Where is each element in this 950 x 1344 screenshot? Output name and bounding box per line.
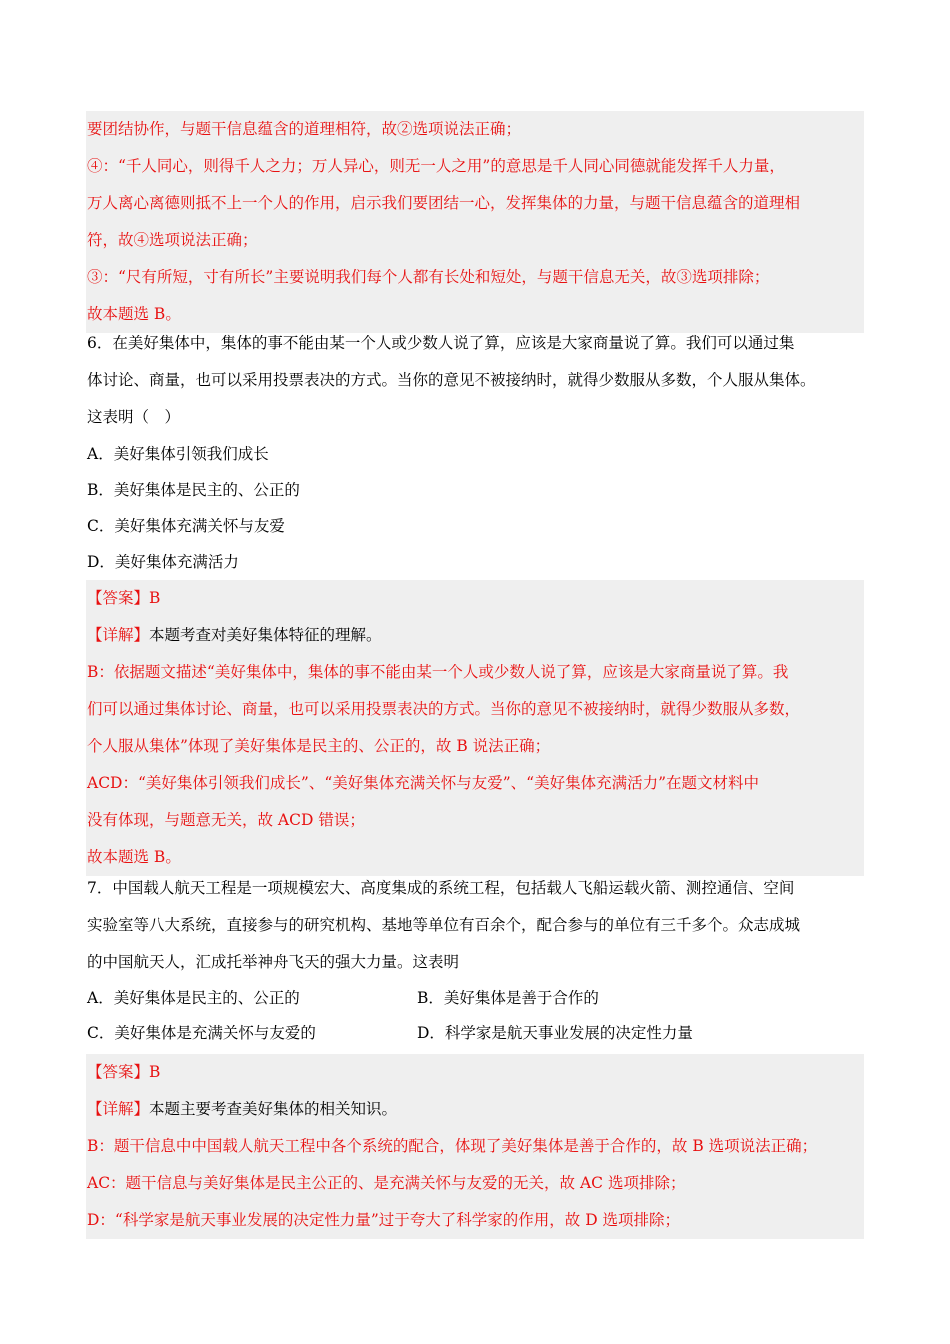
analysis-line: B：题干信息中中国载人航天工程中各个系统的配合，体现了美好集体是善于合作的，故 B 选项说法正确； [87, 1137, 818, 1155]
detail-text: 本题主要考查美好集体的相关知识。 [149, 1100, 398, 1118]
analysis-line: 们可以通过集体讨论、商量，也可以采用投票表决的方式。当你的意见不被接纳时，就得少数服从多数， [87, 700, 801, 718]
answer-value: B [149, 1063, 161, 1081]
answer-line [86, 1054, 864, 1091]
question-stem-line: 实验室等八大系统，直接参与的研究机构、基地等单位有百余个，配合参与的单位有三千多个。众志成城 [87, 916, 801, 934]
question-stem-line: 体讨论、商量，也可以采用投票表决的方式。当你的意见不被接纳时，就得少数服从多数，个人服从集体。 [87, 371, 816, 389]
question-7 [86, 870, 864, 1051]
detail-line [86, 617, 864, 654]
question-7-answer-block [86, 1054, 864, 1239]
option-b: B．美好集体是善于合作的 [417, 989, 599, 1007]
analysis-line: 没有体现，与题意无关，故 ACD 错误； [87, 811, 365, 829]
question-stem-line: 的中国航天人，汇成托举神舟飞天的强大力量。这表明 [87, 953, 460, 971]
detail-tag: 【详解】 [87, 1100, 150, 1118]
question-stem-line: 这表明（ ） [87, 408, 181, 426]
previous-analysis-block [86, 111, 864, 333]
analysis-line: 故本题选 B。 [87, 848, 181, 866]
analysis-line: D：“科学家是航天事业发展的决定性力量”过于夸大了科学家的作用，故 D 选项排除； [87, 1211, 681, 1229]
answer-value: B [149, 589, 161, 607]
option-d: D．美好集体充满活力 [87, 553, 239, 571]
answer-line [86, 580, 864, 617]
option-d: D．科学家是航天事业发展的决定性力量 [417, 1024, 693, 1042]
analysis-line: AC：题干信息与美好集体是民主公正的、是充满关怀与友爱的无关，故 AC 选项排除； [87, 1174, 686, 1192]
option-a: A．美好集体是民主的、公正的 [87, 989, 300, 1007]
question-stem-line: 7．中国载人航天工程是一项规模宏大、高度集成的系统工程，包括载人飞船运载火箭、测控通信、空间 [87, 879, 795, 897]
analysis-line: B：依据题文描述“美好集体中，集体的事不能由某一个人或少数人说了算，应该是大家商量说了算。我 [87, 663, 789, 681]
analysis-line: ③：“尺有所短，寸有所长”主要说明我们每个人都有长处和短处，与题干信息无关，故③选项排除； [87, 268, 770, 286]
analysis-line: ④：“千人同心，则得千人之力；万人异心，则无一人之用”的意思是千人同心同德就能发挥千人力量， [87, 157, 785, 175]
option-c: C．美好集体是充满关怀与友爱的 [87, 1024, 316, 1042]
detail-text: 本题考查对美好集体特征的理解。 [149, 626, 382, 644]
options-row-1 [86, 981, 864, 1016]
answer-tag: 【答案】 [87, 1063, 150, 1081]
options-row-2 [86, 1016, 864, 1051]
detail-line [86, 1091, 864, 1128]
analysis-line: 万人离心离德则抵不上一个人的作用，启示我们要团结一心，发挥集体的力量，与题干信息蕴含的道理相 [87, 194, 801, 212]
analysis-line: 要团结协作，与题干信息蕴含的道理相符，故②选项说法正确； [87, 120, 522, 138]
analysis-line: ACD：“美好集体引领我们成长”、“美好集体充满关怀与友爱”、“美好集体充满活力”在题文材料中 [87, 774, 760, 792]
answer-tag: 【答案】 [87, 589, 150, 607]
analysis-line: 符，故④选项说法正确； [87, 231, 258, 249]
option-c: C．美好集体充满关怀与友爱 [87, 517, 285, 535]
analysis-line: 故本题选 B。 [87, 305, 181, 323]
detail-tag: 【详解】 [87, 626, 150, 644]
question-6-answer-block [86, 580, 864, 876]
option-b: B．美好集体是民主的、公正的 [87, 481, 300, 499]
question-6 [86, 325, 864, 580]
analysis-line: 个人服从集体”体现了美好集体是民主的、公正的，故 B 说法正确； [87, 737, 551, 755]
option-a: A．美好集体引领我们成长 [87, 445, 269, 463]
question-stem-line: 6．在美好集体中，集体的事不能由某一个人或少数人说了算，应该是大家商量说了算。我们可以通过集 [87, 334, 795, 352]
